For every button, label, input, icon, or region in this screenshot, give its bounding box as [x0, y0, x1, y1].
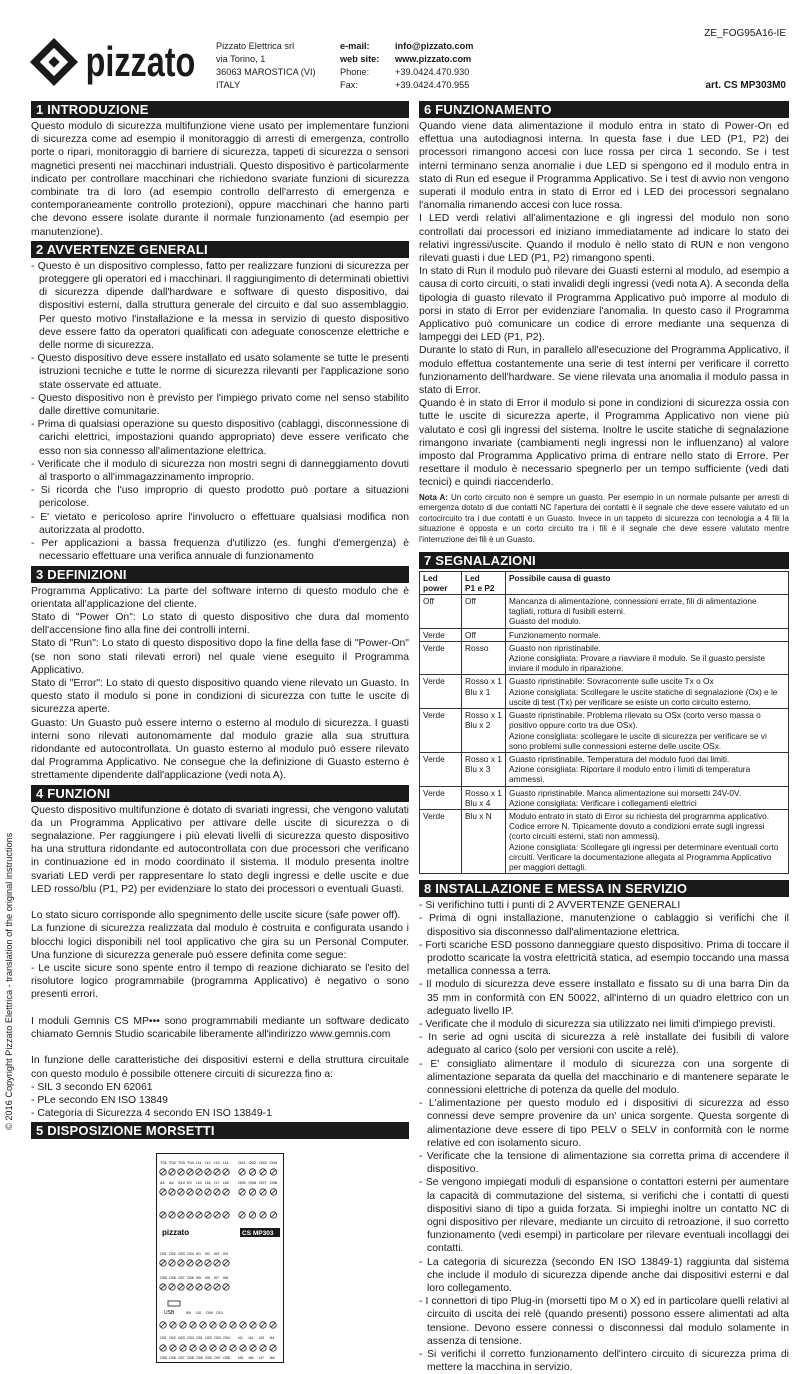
led-power-cell: Verde — [420, 675, 462, 709]
terminal-label: O05 — [238, 1180, 246, 1186]
left-column — [31, 99, 409, 1368]
terminal-label: I44 — [269, 1336, 275, 1341]
terminal-label: I09 — [186, 1311, 191, 1316]
terminal-label: I41 — [238, 1336, 243, 1341]
column-header-led-power: Led power — [420, 571, 462, 594]
table-row — [420, 641, 789, 675]
column-header-led-p1p2: Led P1 e P2 — [462, 571, 506, 594]
section-title-installazione: 8 INSTALLAZIONE E MESSA IN SERVIZIO — [419, 880, 789, 897]
cause-cell: Guasto ripristinabile. Problema rilevato su OSx (corto verso massa o positivo oppure corto tra due OSx). Azione consigliata: scollegare le uscite di sicurezza per verificare se vi sono problemi sulle connessioni esterne delle uscite OSx. — [506, 709, 789, 753]
led-power-cell: Off — [420, 595, 462, 629]
note-a-label: Nota A: — [419, 492, 448, 502]
cause-cell: Funzionamento normale. — [506, 628, 789, 641]
terminal-label: I45 — [238, 1356, 243, 1361]
led-p1p2-cell: Rosso — [462, 641, 506, 675]
install-item: - Prima di ogni installazione, manutenzione o cablaggio si verifichi che il dispositivo sia disconnesso dall'alimentazione elettrica. — [419, 913, 789, 938]
terminal-label: I14 — [223, 1160, 229, 1166]
terminal-label: O08 — [223, 1356, 230, 1361]
contact-key: Fax: — [340, 80, 358, 90]
terminal-label: T03 — [178, 1160, 185, 1166]
section-title-introduzione: 1 INTRODUZIONE — [31, 101, 409, 118]
company-city: 36063 MAROSTICA (VI) — [216, 67, 316, 77]
terminal-label: T02 — [169, 1160, 176, 1166]
terminal-label: O04 — [187, 1252, 194, 1257]
right-column — [419, 99, 789, 1374]
cause-cell: Guasto ripristinabile. Manca alimentazione sui morsetti 24V-0V. Azione consigliata: Verificare i collegamenti elettrici — [506, 786, 789, 809]
warning-item: - Questo dispositivo non è previsto per l'impiego privato come nel senso stabilito dalle direttive comunitarie. — [31, 392, 409, 418]
cause-cell: Modulo entrato in stato di Error su richiesta del programma applicativo. Codice errore N. Tipicamente dovuto a condizioni errate sugli ingressi (corto circuiti esterni, stati non ammessi). Azione consigliata: Scollegare gli ingressi per determinare eventuali corto circuiti. Verificare la documentazione allegata al Programma Applicativo per maggiori dettagli. — [506, 809, 789, 873]
terminal-label: O04 — [269, 1160, 278, 1166]
install-item: - Si verifichino tutti i punti di 2 AVVERTENZE GENERALI — [419, 900, 681, 912]
terminal-label: O03 — [178, 1252, 185, 1257]
website-link[interactable]: www.pizzato.com — [395, 54, 472, 64]
terminal-label: I08 — [223, 1276, 228, 1281]
install-item: - Forti scariche ESD possono danneggiare questo dispositivo. Prima di toccare il prodotto scaricate la vostra elettricità statica, ad esempio toccando una massa metallica connessa a terra. — [419, 939, 789, 978]
install-item: - La categoria di sicurezza (secondo EN ISO 13849-1) raggiunta dal sistema che include il modulo di sicurezza dipende anche dai dispositivi esterni e dal loro collegamento. — [419, 1256, 789, 1295]
section-title-avvertenze: 2 AVVERTENZE GENERALI — [31, 241, 409, 258]
terminal-label: O05 — [160, 1356, 167, 1361]
install-item: - Verificate che il modulo di sicurezza sia utilizzato nei limiti d'impiego previsti. — [419, 1018, 776, 1030]
table-row — [420, 752, 789, 786]
phone-number: +39.0424.470.930 — [395, 67, 470, 77]
terminal-label: I11 — [196, 1160, 202, 1166]
terminal-label: O03 — [178, 1336, 185, 1341]
terminal-label: I42 — [248, 1336, 254, 1341]
terminal-label: I46 — [248, 1356, 254, 1361]
section-title-segnalazioni: 7 SEGNALAZIONI — [419, 552, 789, 569]
contact-key: e-mail: — [340, 41, 370, 51]
terminal-label: T04 — [187, 1160, 194, 1166]
install-item: - Il modulo di sicurezza deve essere installato e fissato su di una barra Din da 35 mm in conformità con EN 50022, all'interno di un quadro elettrico con un adeguato livello IP. — [419, 979, 789, 1017]
led-power-cell: Verde — [420, 786, 462, 809]
company-street: via Torino, 1 — [216, 54, 266, 64]
led-p1p2-cell: Blu x N — [462, 809, 506, 873]
warning-item: - Questo dispositivo deve essere installato ed usato solamente se tutte le presenti istruzioni tecniche e tutte le norme di sicurezza rilevanti per l'applicazione sono state osservate ed attuate. — [31, 353, 409, 391]
terminal-label: T01 — [160, 1160, 167, 1166]
terminal-label: 24V — [178, 1180, 186, 1186]
terminal-label: O05 — [160, 1276, 167, 1281]
terminal-label: O02 — [205, 1336, 212, 1341]
terminal-label: O02 — [169, 1336, 176, 1341]
terminal-label: O08 — [187, 1276, 194, 1281]
terminal-label: O07 — [178, 1356, 185, 1361]
terminal-label: O07 — [178, 1276, 185, 1281]
company-name: Pizzato Elettrica srl — [216, 41, 295, 51]
table-row — [420, 786, 789, 809]
install-item: - Se vengono impiegati moduli di espansione o contattori esterni per aumentare la capacità di commutazione del sistema, si verifichi che i contatti di questi dispositivi siano di tipo a guida forzata. Si impieghi inoltre un contatto NC di ogni dispositivo per rilevare, mediante un circuito di retroazione, il suo corretto funzionamento (vedi esempi) in particolare per rilevare eventuali incollaggi dei contatti. — [419, 1177, 789, 1255]
led-power-cell: Verde — [420, 809, 462, 873]
terminal-label: I01 — [196, 1252, 201, 1257]
led-p1p2-cell: Off — [462, 628, 506, 641]
terminal-label: I05 — [196, 1276, 201, 1281]
contact-key: Phone: — [340, 67, 370, 77]
install-item: - I connettori di tipo Plug-in (morsetti tipo M o X) ed in particolare quelli relativi al circuito di uscita dei relè (quando presenti) possono essere alimentati ad alta tensione. Devono essere connessi o disconnessi dal modulo solamente in assenza di tensione. — [419, 1296, 789, 1347]
warning-item: - Prima di qualsiasi operazione su questo dispositivo (cablaggi, disconnessione di carichi elettrici, impostazioni quando appropriato) deve essere verificato che esso non sia connesso all'alimentazione elettrica. — [31, 419, 409, 457]
terminal-label: O07 — [259, 1180, 267, 1186]
warning-item: - Verificate che il modulo di sicurezza non mostri segni di danneggiamento dovuti al trasporto o all'immagazzinamento improprio. — [31, 458, 409, 484]
contact-row — [340, 66, 473, 79]
module-logo-text: pizzato — [162, 1228, 190, 1238]
table-header-row — [420, 571, 789, 594]
section-title-definizioni: 3 DEFINIZIONI — [31, 566, 409, 583]
terminal-label: I47 — [259, 1356, 264, 1361]
terminal-label: O02 — [248, 1160, 257, 1166]
led-power-cell: Verde — [420, 628, 462, 641]
note-a-text: Un corto circuito non è sempre un guasto. Per esempio in un normale pulsante per arresti di emergenza dotato di due contatti NC l'apertura dei contatti è il segnale che deve essere valutato ed un cortocircuito tra i due contatti è un Guasto. Invece in un tappeto di sicurezza con tecnologia a 4 fili la situazione è opposta e un corto circuito tra i fili è il segnale che deve essere valutato mentre l'interruzione dei fili è un Guasto. — [419, 492, 789, 545]
pizzato-logo — [28, 36, 208, 88]
install-item: - In serie ad ogni uscita di sicurezza a relè installate dei fusibili di valore adeguato al carico (solo per versioni con uscite a relè). — [419, 1032, 789, 1057]
led-p1p2-cell: Rosso x 1 Blu x 2 — [462, 709, 506, 753]
operation-text: Quando viene data alimentazione il modulo entra in stato di Power-On ed effettua una autodiagnosi interna. In questa fase i due LED (P1, P2) dei processori rimangono accesi con luce rossa per circa 1 secondo. Se i test interni terminano senza anomalie i due LED si spengono ed il modulo entra in stato di Run ed esegue il Programma Applicativo. Se i test di avvio non vengono superati il modulo entra in stato di Error ed i LED dei processori segnalano l'anomalia rimanendo accesi con luce rossa. I LED verdi relativi all'alimentazione e gli ingressi del modulo non sono controllati dai processori ed iniziano immediatamente ad indicare lo stato dei relativi ingressi/uscite. Quando il modulo è nello stato di RUN e non vengono rilevati guasti i due LED (P1, P2) rimangono spenti. In stato di Run il modulo può rilevare dei Guasti esterni al modulo, ad esempio a causa di corto circuiti, o stati invalidi degli ingressi (vedi nota A). A seconda della tipologia di guasto rilevato il Programma Applicativo può imporre al modulo di porsi in stato di Error per evidenziare l'anomalia. In questo caso il Programma Applicativo può comunicare un codice di errore mediante una sequenza di lampeggi dei LED (P1, P2). Durante lo stato di Run, in parallelo all'esecuzione del Programma Applicativo, il modulo effettua costantemente una serie di test interni per verificare il corretto funzionamento dell'hardware. Se viene rilevata una anomalia il modulo passa in stato di Error. Quando è in stato di Error il modulo si pone in condizioni di sicurezza ossia con tutte le uscite di sicurezza aperte, il Programma Applicativo non viene più valutato e così gli ingressi del sistema. Inoltre le uscite statiche di segnalazione rimangono invariate (cambiamenti negli ingressi non le influenzano) al valore imposto dal Programma Applicativo prima di entrare nello stato di Errore. Per resettare il modulo è necessario spegnerlo per un tempo sufficiente (vedi dati tecnici) e quindi riaccenderlo. — [419, 121, 789, 489]
terminal-label: O10 — [216, 1311, 223, 1316]
terminal-label: A1 — [160, 1180, 165, 1186]
terminal-label: I17 — [214, 1180, 220, 1186]
install-item: - L'alimentazione per questo modulo ed i dispositivi di sicurezza ad esso connessi deve sempre provenire da un' unica sorgente. Questa sorgente di alimentazione deve essere di tipo PELV o SELV in conformità con le norme relative ed con isolamento sicuro. — [419, 1098, 789, 1149]
column-header-cause: Possibile causa di guasto — [506, 571, 789, 594]
section-title-morsetti: 5 DISPOSIZIONE MORSETTI — [31, 1122, 409, 1139]
terminal-label: O01 — [160, 1252, 167, 1257]
led-power-cell: Verde — [420, 709, 462, 753]
terminal-label: I16 — [205, 1180, 211, 1186]
company-country: ITALY — [216, 80, 241, 90]
install-item: - Verificate che la tensione di alimentazione sia corretta prima di accendere il dispositivo. — [419, 1151, 789, 1176]
terminal-label: O03 — [259, 1160, 267, 1166]
signals-table — [419, 571, 789, 874]
cause-cell: Mancanza di alimentazione, connessioni errate, fili di alimentazione tagliati, rottura di fusibili esterni. Guasto del modulo. — [506, 595, 789, 629]
logo-wordmark: pizzato — [85, 38, 196, 86]
company-address — [216, 40, 316, 92]
led-power-cell: Verde — [420, 752, 462, 786]
terminal-label: I12 — [205, 1160, 211, 1166]
warning-item: - Per applicazioni a bassa frequenza d'utilizzo (es. funghi d'emergenza) è necessario effettuare una verifica annuale di funzionamento — [31, 538, 409, 563]
terminal-label: O06 — [169, 1356, 176, 1361]
definitions-text: Programma Applicativo: La parte del software interno di questo modulo che è orientata all'applicazione del cliente. Stato di "Power On": Lo stato di questo dispositivo che dura dal momento dell'accensione fino alla fine dei controlli interni. Stato di "Run": Lo stato di questo dispositivo dopo la fine della fase di "Power-On" (se non sono stati rilevati errori) nel quale viene eseguito il Programma Applicativo. Stato di "Error": Lo stato di questo dispositivo quando viene rilevato un Guasto. In questo stato il modulo si pone in condizioni di sicurezza con tutte le uscite di sicurezza aperte. Guasto: Un Guasto può essere interno o esterno al modulo di sicurezza. I guasti interni sono rilevati autonomamente dal modulo grazie alla sua struttura ridondante ed autocontrollata. Un guasto esterno al modulo può essere rilevato dal Programma Applicativo. Ne consegue che la definizione di Guasto esterno è strettamente dipendente dall'applicazione (vedi nota A). — [31, 585, 409, 782]
terminal-label: O01 — [238, 1160, 246, 1166]
terminal-label: A2 — [169, 1180, 174, 1186]
contact-key: web site: — [340, 54, 380, 64]
warning-item: - Questo è un dispositivo complesso, fatto per realizzare funzioni di sicurezza per proteggere gli operatori ed i macchinari. Il raggiungimento di determinati obiettivi di sicurezza dipende dall'hardware e software di questo dispositivo, dai dispositivi esterni, dalla struttura generale del circuito e dal suo assemblaggio. Per questo motivo l'installazione e la messa in servizio di questo dispositivo deve essere fatto da operatori qualificati con adeguate conoscenze elettriche e delle norme di sicurezza. — [31, 260, 409, 352]
contact-row — [340, 53, 473, 66]
table-row — [420, 595, 789, 629]
terminal-label: I10 — [196, 1311, 201, 1316]
terminal-label: O02 — [169, 1252, 176, 1257]
led-p1p2-cell: Rosso x 1 Blu x 1 — [462, 675, 506, 709]
led-power-cell: Verde — [420, 641, 462, 675]
led-p1p2-cell: Rosso x 1 Blu x 3 — [462, 752, 506, 786]
terminal-label: O06 — [205, 1356, 212, 1361]
article-code: art. CS MP303M0 — [705, 80, 786, 91]
warning-item: - E' vietato e pericoloso aprire l'involucro o effettuare qualsiasi modifica non autorizzata al prodotto. — [31, 511, 409, 536]
document-code: ZE_FOG95A16-IE — [704, 28, 786, 39]
terminal-label: O03 — [214, 1336, 221, 1341]
terminal-label: O07 — [214, 1356, 221, 1361]
terminal-label: O08 — [269, 1180, 278, 1186]
terminal-label: I03 — [214, 1252, 219, 1257]
terminal-label: O04 — [223, 1336, 230, 1341]
install-item: - E' consigliato alimentare il modulo di sicurezza con una sorgente di alimentazione separata da quella del macchinario e di mantenere separate le connessioni elettriche di potenza da quelle del modulo. — [419, 1058, 789, 1096]
led-p1p2-cell: Rosso x 1 Blu x 4 — [462, 786, 506, 809]
terminal-label: O01 — [196, 1336, 203, 1341]
terminal-label: I43 — [259, 1336, 264, 1341]
note-a — [419, 493, 789, 546]
terminal-label: O06 — [169, 1276, 176, 1281]
table-row — [420, 809, 789, 873]
contact-block — [340, 40, 473, 92]
functions-text: Questo dispositivo multifunzione è dotato di svariati ingressi, che vengono valutati da un Programma Applicativo per attivare delle uscite di sicurezza o di segnalazione. Per raggiungere i più elevati livelli di sicurezza questo dispositivo ha una struttura ridondante ed autocontrollata con due processori che verificano in continuazione ed in modo coordinato il sistema. Il modulo presenta inoltre svariati LED verdi per rappresentare lo stato degli ingressi e delle uscite e due LED rosso/blu (P1, P2) per evidenziare lo stato dei processori o eventuali Guasti. Lo stato sicuro corrisponde allo spegnimento delle uscite sicure (safe power off). La funzione di sicurezza realizzata dal modulo è costruita e configurata usando i blocchi logici disponibili nel tool applicativo che gira su un Personal Computer. Una funzione di sicurezza generale può essere definita come segue: - Le uscite sicure sono spente entro il tempo di reazione dichiarato se l'esito del risolutore logico programmabile (programma Applicativo) è negativo o sono presenti errori. I moduli Gemnis CS MP••• sono programmabili mediante un software dedicato chiamato Gemnis Studio scaricabile liberamente all'indirizzo www.gemnis.com In funzione delle caratteristiche dei dispositivi esterni e della struttura circuitale con questo modulo è possibile ottenere circuiti di sicurezza fino a: - SIL 3 secondo EN 62061 - PLe secondo EN ISO 13849 - Categoria di Sicurezza 4 secondo EN ISO 13849-1 — [31, 804, 409, 1120]
terminal-label: I13 — [214, 1160, 220, 1166]
fax-number: +39.0424.470.955 — [395, 80, 470, 90]
terminal-label: I48 — [269, 1356, 275, 1361]
cause-cell: Guasto non ripristinabile. Azione consigliata: Provare a riavviare il modulo. Se il guasto persiste inviare il modulo in riparazione. — [506, 641, 789, 675]
terminal-label: O08 — [187, 1356, 194, 1361]
usb-label: USB — [164, 1310, 175, 1317]
section-title-funzionamento: 6 FUNZIONAMENTO — [419, 101, 789, 118]
table-row — [420, 675, 789, 709]
table-row — [420, 628, 789, 641]
cause-cell: Guasto ripristinabile. Temperatura del modulo fuori dai limiti. Azione consigliata: Riportare il modulo entro i limiti di temperatura ammessi. — [506, 752, 789, 786]
contact-row — [340, 40, 473, 53]
terminal-label: I07 — [214, 1276, 219, 1281]
table-row — [420, 709, 789, 753]
intro-text: Questo modulo di sicurezza multifunzione viene usato per implementare funzioni di sicurezza come ad esempio il monitoraggio di arresti di emergenza, controllo porte o ripari, monitoraggio di barriere di sicurezza, tappeti di sicurezza o sensori magnetici presenti nei macchinari industriali. Questo dispositivo è particolarmente indicato per controllare macchinari che richiedono svariate funzioni di sicurezza combinate tra di loro (ad esempio controllo dell'arresto di emergenza e contemporaneamente controllo protezioni), oppure macchinari che hanno parti che devono essere isolate durante il normale funzionamento (ad esempio per manutenzione). — [31, 121, 409, 238]
terminal-label: I04 — [223, 1252, 228, 1257]
warning-item: - Si ricorda che l'uso improprio di questo prodotto può portare a situazioni pericolose. — [31, 485, 409, 510]
cause-cell: Guasto ripristinabile: Sovracorrente sulle uscite Tx o Ox Azione consigliata: Scollegare le uscite statiche di segnalazione (Ox) e le uscite di test (Tx) per verificare se esiste un corto circuito esterno. — [506, 675, 789, 709]
email-link[interactable]: info@pizzato.com — [395, 41, 474, 51]
contact-row — [340, 79, 473, 92]
terminal-label: I06 — [205, 1276, 210, 1281]
terminal-label: I15 — [196, 1180, 202, 1186]
terminal-label: O06 — [248, 1180, 257, 1186]
terminal-diagram — [156, 1153, 284, 1367]
copyright-notice: © 2016 Copyright Pizzato Elettrica - translation of the original instructions — [4, 832, 14, 1130]
terminal-label: I02 — [205, 1252, 210, 1257]
install-item: - Si verifichi il corretto funzionamento dell'intero circuito di sicurezza prima di mettere la macchina in servizio. — [419, 1349, 789, 1374]
terminal-label: O09 — [206, 1311, 213, 1316]
terminal-label: O01 — [160, 1336, 167, 1341]
led-p1p2-cell: Off — [462, 595, 506, 629]
terminal-label: O05 — [196, 1356, 203, 1361]
terminal-label: I18 — [223, 1180, 229, 1186]
terminal-label: O04 — [187, 1336, 194, 1341]
terminal-layout-svg — [156, 1153, 284, 1363]
section-title-funzioni: 4 FUNZIONI — [31, 785, 409, 802]
terminal-label: 0V — [187, 1180, 192, 1186]
module-model-text: CS MP303 — [242, 1230, 274, 1238]
